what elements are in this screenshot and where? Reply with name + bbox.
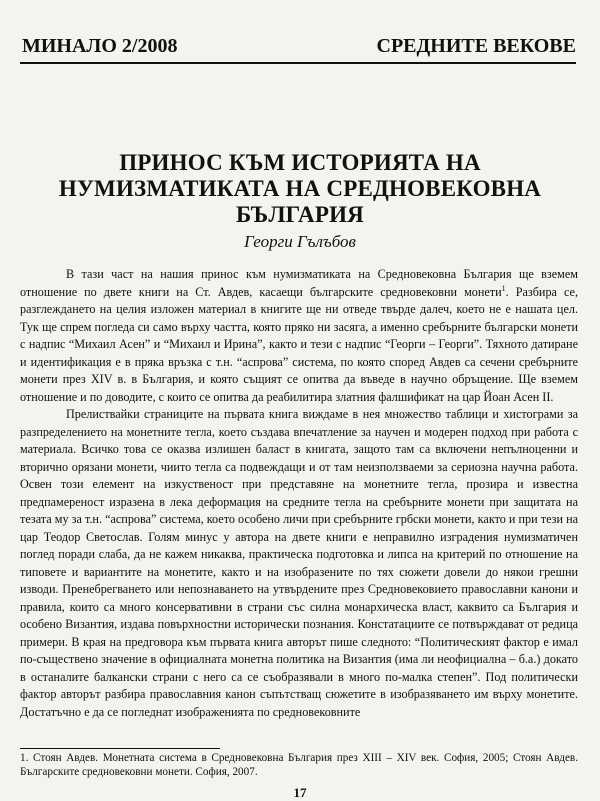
article-title bbox=[40, 150, 560, 228]
body-paragraph bbox=[20, 266, 578, 406]
section-label: СРЕДНИТЕ ВЕКОВЕ bbox=[376, 35, 576, 57]
running-head bbox=[22, 34, 576, 58]
footnote-reference: 1 bbox=[501, 283, 506, 293]
paragraph-text: В тази част на нашия принос към нумизматиката на Средновековна България ще вземем отношение по двете книги на Ст. Авдев, касаещи българските средновековни монети bbox=[20, 267, 578, 299]
article-body bbox=[20, 266, 578, 721]
body-paragraph: Прелиствайки страниците на първата книга виждаме в нея множество таблици и хистограми за разпределението на монетните тегла, което създава впечатление за научен и модерен подход при работа с материала. Всичко това се оказва излишен баласт в книгата, защото там са включени непълноценни и вторично орязани монети, чиито тегла са подвеждащи и от там неизползваеми за сериозна научна работа. Освен този елемент на изкуственост при представяне на монетните тегла, прозира и известна предпамереност изразена в лека деформация на средните тегла на сребърните монети при защитата на тезата му за т.н. “аспрова” система, което особено личи при сребърните грбски монети, както и при тези на цар Теодор Светослав. Голям минус у автора на двете книги е неправилно изградения нумизматичен поглед поради слаба, да не кажем никаква, практическа подготовка и липса на критерий по отношение на типовете и вариантите на монетите, както и на изобразените по тях сюжети довели до някои грешни изводи. Пренебрегването или непознаването на утвърдените през Средновековието православни канони и правила, които са много консервативни в страни със силна монархическа власт, каквито са България и особено Византия, издава повърхностни исторически познания. Констатациите се потвърждават от редица примери. В края на предговора към първата книга авторът пише следното: “Политическият фактор е имал по-съществено значение в официалната монетна политика на Византия (има ли неофициална – б.а.) докато в останалите балкански страни с него са се съобразявали в много по-малка степен”. Под политически фактор авторът разбира православния канон съпътстващ сюжетите в изобразяването им върху монетите. Достатъчно е да се погледнат изображенията по средновековните bbox=[20, 407, 578, 719]
title-line: БЪЛГАРИЯ bbox=[236, 202, 364, 227]
page-number: 17 bbox=[293, 785, 307, 800]
article-author: Георги Гълъбов bbox=[244, 232, 356, 251]
footnote: 1. Стоян Авдев. Монетната система в Средновековна България през XIII – XIV век. София, 2005; Стоян Авдев. Българските средновековни монети. София, 2007. bbox=[20, 752, 578, 778]
paragraph-text: . Разбира се, разглеждането на целия изложен материал в книгите ще ни отведе твърде далеч, което не е нашата цел. Тук ще спрем погледа си само върху частта, която пряко ни засяга, а именно сребърните български монети с надпис “Михаил Асен” и “Михаил и Ирина”, както и тези с надпис “Георги – Георги”. Тяхното датиране и идентификация е в пряка връзка с т.н. “аспрова” система, по която според Авдев са сечени сребърните монети през XIV в. в България, и която същият се опитва да въведе в научно обръщение. Ще вземем отношение и по доводите, с които се опитва да реабилитира златния фалшификат на цар Йоан Асен II. bbox=[20, 284, 578, 404]
header-rule bbox=[20, 62, 576, 64]
footnote-rule bbox=[20, 748, 220, 749]
title-line: ПРИНОС КЪМ ИСТОРИЯТА НА bbox=[119, 150, 481, 175]
title-line: НУМИЗМАТИКАТА НА СРЕДНОВЕКОВНА bbox=[58, 176, 542, 201]
journal-issue-label: МИНАЛО 2/2008 bbox=[22, 35, 178, 57]
